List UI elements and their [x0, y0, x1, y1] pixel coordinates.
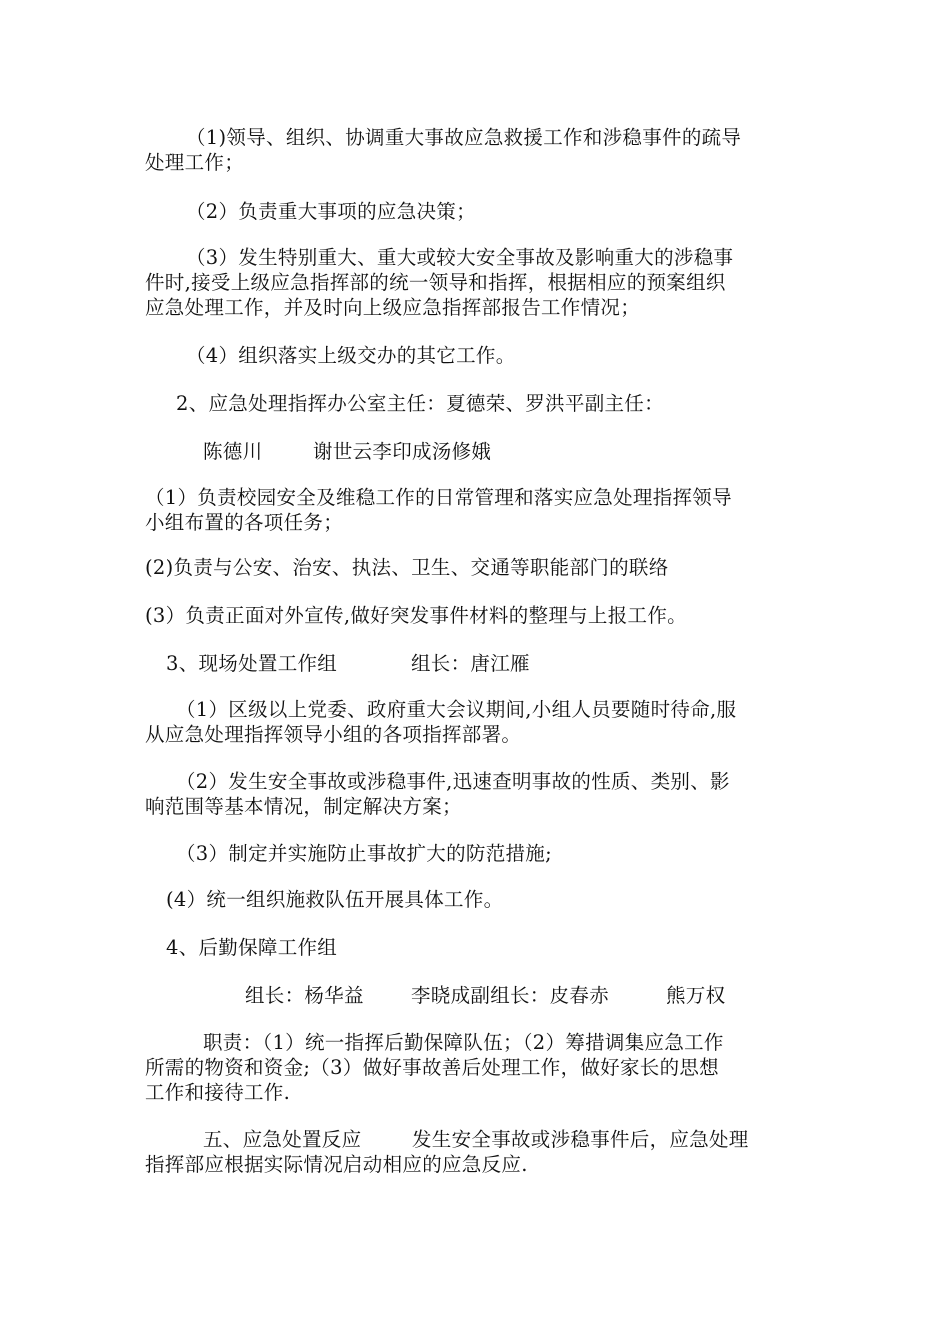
group-leader: 李晓成副组长：皮春赤	[411, 984, 610, 1007]
section-heading: 2、应急处理指挥办公室主任：夏德荣、罗洪平副主任：	[176, 392, 664, 415]
group-leader: 熊万权	[666, 984, 726, 1007]
paragraph-line: 小组布置的各项任务；	[145, 511, 344, 534]
paragraph-line: 应急处理工作，并及时向上级应急指挥部报告工作情况；	[145, 296, 641, 319]
name-list: 谢世云李印成汤修娥	[313, 440, 492, 463]
paragraph-line: （3）发生特别重大、重大或较大安全事故及影响重大的涉稳事	[186, 246, 734, 269]
paragraph-line: (3）负责正面对外宣传,做好突发事件材料的整理与上报工作。	[145, 604, 687, 627]
paragraph-line: (4）统一组织施救队伍开展具体工作。	[166, 888, 504, 911]
paragraph-line: 响范围等基本情况，制定解决方案；	[145, 795, 462, 818]
group-leader: 组长：杨华益	[245, 984, 364, 1007]
paragraph-line: 指挥部应根据实际情况启动相应的应急反应.	[145, 1153, 528, 1176]
paragraph-line: 处理工作；	[145, 151, 245, 174]
paragraph-line: （4）组织落实上级交办的其它工作。	[186, 344, 516, 367]
paragraph-line: 职责：（1）统一指挥后勤保障队伍；（2）筹措调集应急工作	[203, 1031, 724, 1054]
group-leader: 组长：唐江雁	[411, 652, 530, 675]
paragraph-line: 所需的物资和资金;（3）做好事故善后处理工作，做好家长的思想	[145, 1056, 719, 1079]
paragraph-line: 工作和接待工作.	[145, 1081, 291, 1104]
paragraph-line: 发生安全事故或涉稳事件后，应急处理	[412, 1128, 749, 1151]
paragraph-line: （1)领导、组织、协调重大事故应急救援工作和涉稳事件的疏导	[186, 126, 742, 149]
section-heading: 3、现场处置工作组	[166, 652, 338, 675]
paragraph-line: （1）负责校园安全及维稳工作的日常管理和落实应急处理指挥领导	[145, 486, 732, 509]
paragraph-line: 件时,接受上级应急指挥部的统一领导和指挥，根据相应的预案组织	[145, 271, 726, 294]
paragraph-line: （1）区级以上党委、政府重大会议期间,小组人员要随时待命,服	[176, 698, 737, 721]
paragraph-line: (2)负责与公安、治安、执法、卫生、交通等职能部门的联络	[145, 556, 669, 579]
name-list: 陈德川	[203, 440, 263, 463]
paragraph-line: 从应急处理指挥领导小组的各项指挥部署。	[145, 723, 522, 746]
paragraph-line: （2）负责重大事项的应急决策；	[186, 200, 476, 223]
paragraph-line: （3）制定并实施防止事故扩大的防范措施;	[176, 842, 552, 865]
paragraph-line: （2）发生安全事故或涉稳事件,迅速查明事故的性质、类别、影	[176, 770, 730, 793]
section-heading: 五、应急处置反应	[203, 1128, 362, 1151]
section-heading: 4、后勤保障工作组	[166, 936, 338, 959]
